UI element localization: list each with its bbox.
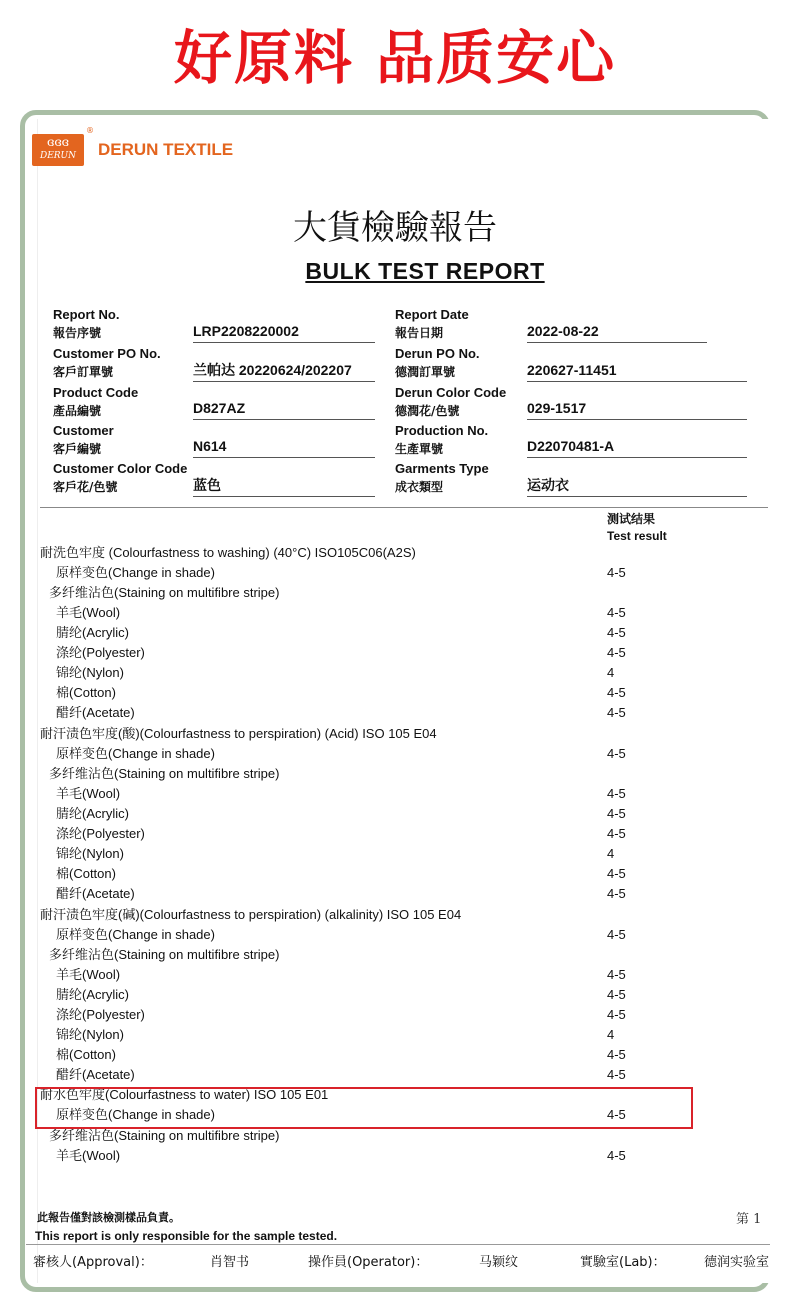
production-no-value: D22070481-A	[527, 437, 747, 458]
customer-label: Customer 客戶編號	[53, 423, 114, 456]
table-row: 多纤维沾色(Staining on multifibre stripe)	[49, 585, 280, 600]
table-row: 醋纤(Acetate) 4-5	[56, 886, 626, 901]
production-no-label: Production No. 生產單號	[395, 423, 489, 456]
page-number: 第 1	[736, 1212, 762, 1227]
report-title-zh: 大貨檢驗報告	[293, 208, 497, 248]
table-row: 原样变色(Change in shade) 4-5	[56, 565, 626, 580]
table-row: 涤纶(Polyester) 4-5	[56, 645, 626, 660]
garments-type-value: 运动衣	[527, 476, 747, 497]
report-no-value: LRP2208220002	[193, 322, 375, 343]
test-section-row: 耐洗色牢度 (Colourfastness to washing) (40°C) ISO105C06(A2S)	[40, 545, 416, 560]
table-row: 腈纶(Acrylic) 4-5	[56, 987, 626, 1002]
table-row: 醋纤(Acetate) 4-5	[56, 705, 626, 720]
product-code-label: Product Code 產品編號	[53, 385, 139, 418]
table-row: 原样变色(Change in shade) 4-5	[56, 746, 626, 761]
garments-type-label: Garments Type 成衣類型	[395, 461, 489, 494]
product-code-value: D827AZ	[193, 399, 375, 420]
headline: 好原料 品质安心	[173, 24, 617, 92]
table-divider	[40, 507, 768, 508]
table-row: 锦纶(Nylon) 4	[56, 1027, 615, 1042]
table-row: 原样变色(Change in shade) 4-5	[56, 927, 626, 942]
disclaimer-zh: 此報告僅對該檢測樣品負責。	[37, 1211, 180, 1224]
derun-logo	[32, 134, 84, 166]
test-section-row: 耐汗渍色牢度(碱)(Colourfastness to perspiration) (alkalinity) ISO 105 E04	[40, 907, 462, 922]
logo-text: DERUN	[39, 151, 77, 161]
highlight-box	[35, 1087, 693, 1129]
report-no-label: Report No. 報告序號	[53, 307, 120, 340]
table-row: 羊毛(Wool) 4-5	[56, 605, 626, 620]
table-row: 锦纶(Nylon) 4	[56, 846, 615, 861]
approval-name: 肖智书	[210, 1255, 250, 1270]
flame-icon: ɞɞɞ	[46, 135, 70, 149]
lab-name: 德润实验室	[704, 1255, 770, 1270]
table-row: 羊毛(Wool) 4-5	[56, 1148, 626, 1163]
report-date-label: Report Date 報告日期	[395, 307, 469, 340]
derun-po-value: 220627-11451	[527, 361, 747, 382]
customer-value: N614	[193, 437, 375, 458]
approval-label: 審核人(Approval)：	[33, 1255, 153, 1270]
lab-label: 實驗室(Lab)：	[580, 1255, 666, 1270]
signature-divider	[26, 1244, 770, 1245]
operator-label: 操作員(Operator)：	[308, 1255, 429, 1270]
derun-color-label: Derun Color Code 德潤花/色號	[395, 385, 507, 418]
table-row: 多纤维沾色(Staining on multifibre stripe)	[49, 1128, 280, 1143]
customer-color-label: Customer Color Code 客戶花/色號	[53, 461, 188, 494]
brand-name: DERUN TEXTILE	[98, 140, 234, 159]
table-row: 腈纶(Acrylic) 4-5	[56, 806, 626, 821]
table-row: 涤纶(Polyester) 4-5	[56, 1007, 626, 1022]
table-row: 羊毛(Wool) 4-5	[56, 967, 626, 982]
test-section-row: 耐水色牢度(Colourfastness to water) ISO 105 E01	[40, 1087, 329, 1102]
table-row: 棉(Cotton) 4-5	[56, 866, 626, 881]
derun-po-label: Derun PO No. 德潤訂單號	[395, 346, 480, 379]
table-row: 棉(Cotton) 4-5	[56, 1047, 626, 1062]
registered-mark: ®	[86, 126, 94, 135]
table-row: 多纤维沾色(Staining on multifibre stripe)	[49, 766, 280, 781]
operator-name: 马颖纹	[479, 1255, 519, 1270]
report-title-en: BULK TEST REPORT	[305, 258, 545, 284]
table-row: 羊毛(Wool) 4-5	[56, 786, 626, 801]
table-row: 涤纶(Polyester) 4-5	[56, 826, 626, 841]
result-header-en: Test result	[607, 529, 667, 543]
test-section-row: 耐汗渍色牢度(酸)(Colourfastness to perspiration) (Acid) ISO 105 E04	[40, 726, 437, 741]
disclaimer-en: This report is only responsible for the sample tested.	[35, 1229, 338, 1243]
table-row: 原样变色(Change in shade) 4-5	[56, 1107, 626, 1122]
table-row: 多纤维沾色(Staining on multifibre stripe)	[49, 947, 280, 962]
table-row: 棉(Cotton) 4-5	[56, 685, 626, 700]
customer-color-value: 蓝色	[193, 476, 375, 497]
result-header-zh: 测试结果	[607, 512, 656, 526]
derun-color-value: 029-1517	[527, 399, 747, 420]
table-row: 锦纶(Nylon) 4	[56, 665, 615, 680]
customer-po-value: 兰帕达 20220624/202207	[193, 361, 375, 382]
report-date-value: 2022-08-22	[527, 322, 707, 343]
table-row: 醋纤(Acetate) 4-5	[56, 1067, 626, 1082]
customer-po-label: Customer PO No. 客戶訂單號	[53, 346, 161, 379]
table-row: 腈纶(Acrylic) 4-5	[56, 625, 626, 640]
